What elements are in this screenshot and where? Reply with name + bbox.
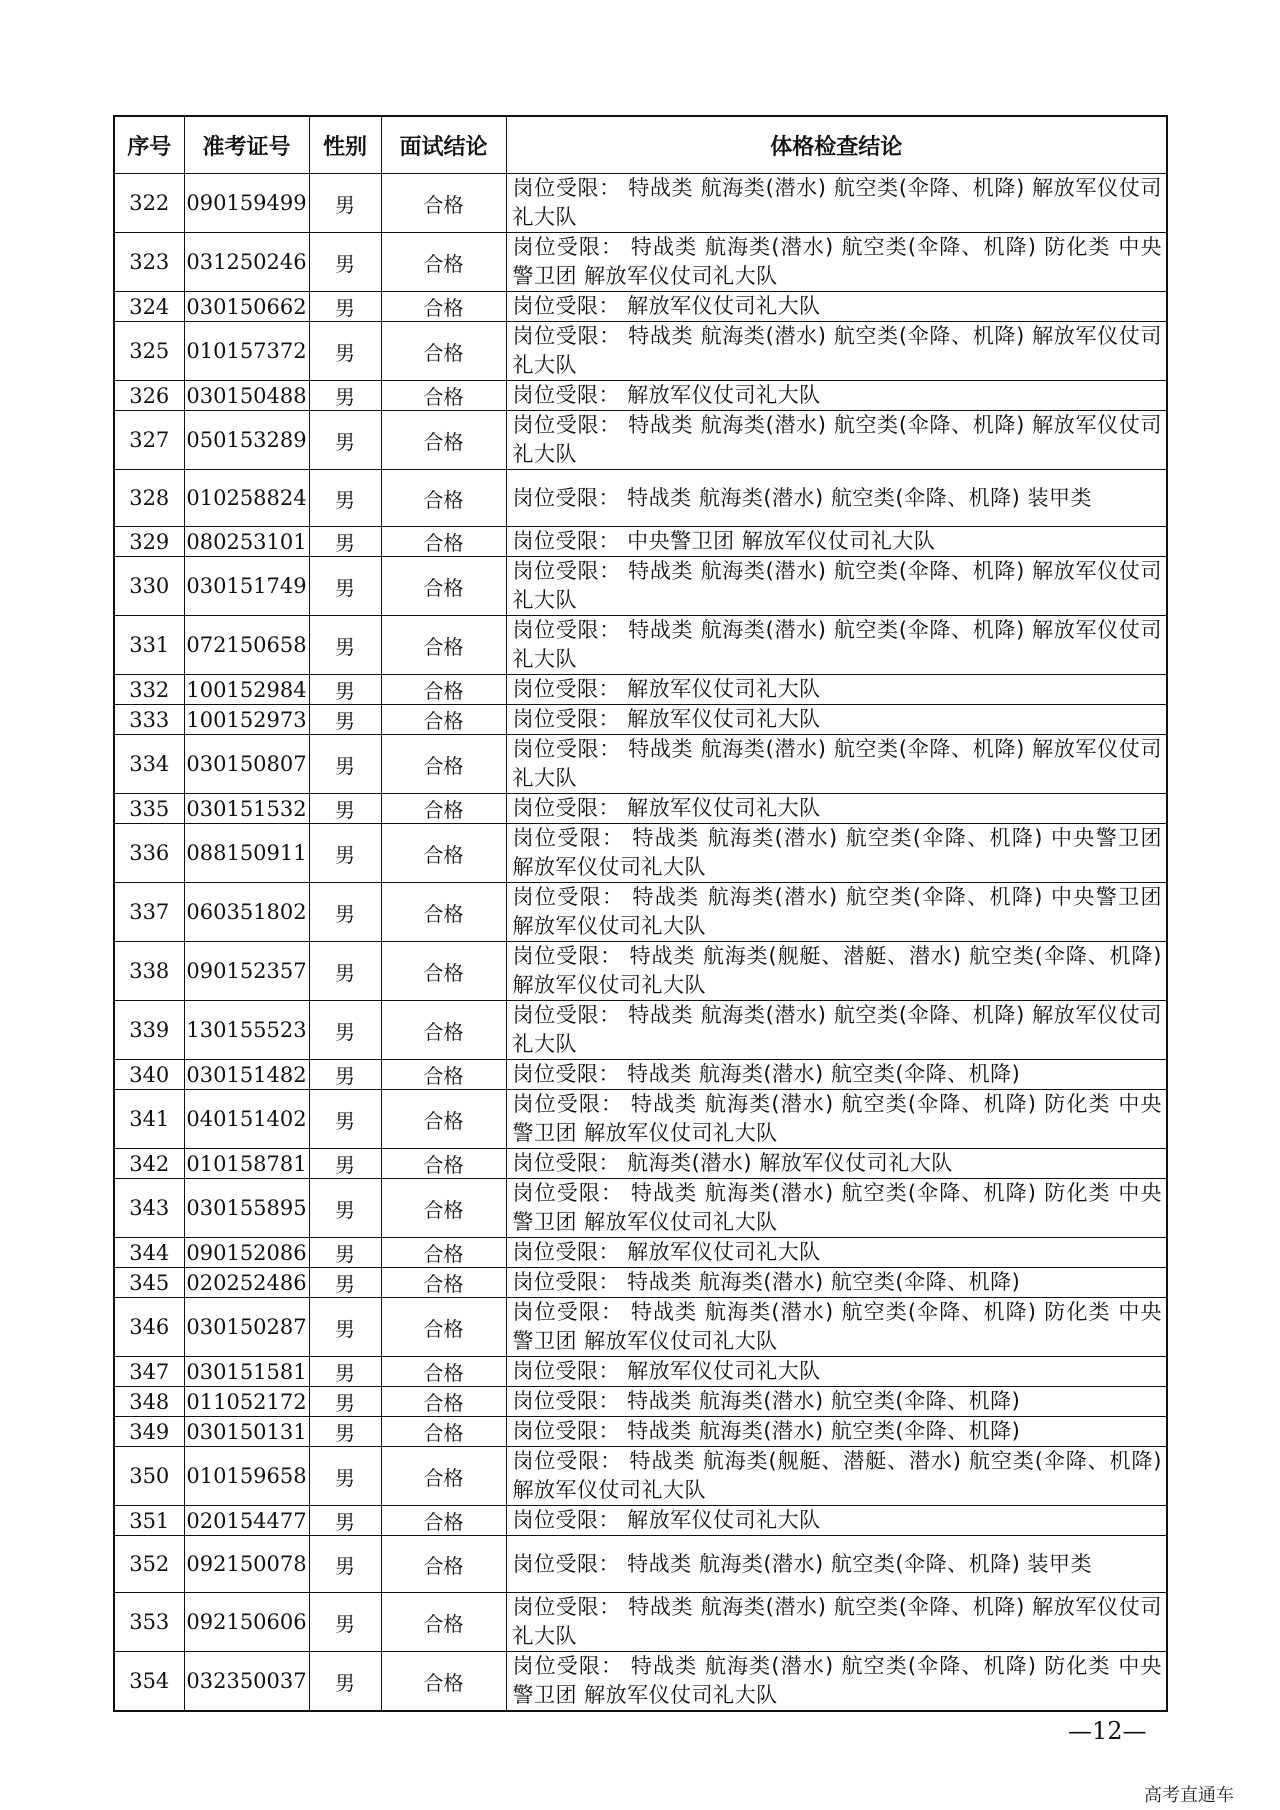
cell-seq: 349 xyxy=(114,1417,184,1447)
cell-interview: 合格 xyxy=(381,824,506,883)
cell-exam-id: 030150287 xyxy=(184,1298,309,1357)
cell-exam-id: 050153289 xyxy=(184,411,309,470)
cell-seq: 329 xyxy=(114,527,184,557)
cell-physical: 岗位受限： 特战类 航海类(潜水) 航空类(伞降、机降) 装甲类 xyxy=(506,470,1167,527)
cell-exam-id: 072150658 xyxy=(184,616,309,675)
cell-seq: 341 xyxy=(114,1090,184,1149)
cell-exam-id: 030151482 xyxy=(184,1060,309,1090)
cell-physical: 岗位受限： 特战类 航海类(潜水) 航空类(伞降、机降) 解放军仪仗司礼大队 xyxy=(506,322,1167,381)
header-exam-id: 准考证号 xyxy=(184,116,309,174)
cell-seq: 331 xyxy=(114,616,184,675)
table-row xyxy=(114,557,1167,616)
cell-physical: 岗位受限： 特战类 航海类(潜水) 航空类(伞降、机降) 防化类 中央警卫团 解放军仪仗司礼大队 xyxy=(506,1652,1167,1712)
cell-interview: 合格 xyxy=(381,322,506,381)
cell-sex: 男 xyxy=(309,1060,381,1090)
header-interview: 面试结论 xyxy=(381,116,506,174)
cell-physical: 岗位受限： 解放军仪仗司礼大队 xyxy=(506,705,1167,735)
table-row xyxy=(114,1357,1167,1387)
table-row xyxy=(114,1417,1167,1447)
header-seq: 序号 xyxy=(114,116,184,174)
cell-interview: 合格 xyxy=(381,470,506,527)
cell-seq: 339 xyxy=(114,1001,184,1060)
table-row xyxy=(114,292,1167,322)
cell-exam-id: 030151532 xyxy=(184,794,309,824)
cell-seq: 342 xyxy=(114,1149,184,1179)
cell-interview: 合格 xyxy=(381,1238,506,1268)
cell-exam-id: 080253101 xyxy=(184,527,309,557)
table-row xyxy=(114,381,1167,411)
cell-sex: 男 xyxy=(309,1387,381,1417)
table-row xyxy=(114,411,1167,470)
table-row xyxy=(114,705,1167,735)
cell-physical: 岗位受限： 特战类 航海类(潜水) 航空类(伞降、机降) 防化类 中央警卫团 解放军仪仗司礼大队 xyxy=(506,1179,1167,1238)
cell-seq: 340 xyxy=(114,1060,184,1090)
cell-physical: 岗位受限： 特战类 航海类(潜水) 航空类(伞降、机降) 解放军仪仗司礼大队 xyxy=(506,616,1167,675)
cell-seq: 353 xyxy=(114,1593,184,1652)
cell-physical: 岗位受限： 特战类 航海类(潜水) 航空类(伞降、机降) xyxy=(506,1268,1167,1298)
cell-exam-id: 032350037 xyxy=(184,1652,309,1712)
cell-interview: 合格 xyxy=(381,942,506,1001)
table-row xyxy=(114,675,1167,705)
table-row xyxy=(114,1652,1167,1712)
table-row xyxy=(114,824,1167,883)
cell-exam-id: 030150488 xyxy=(184,381,309,411)
cell-sex: 男 xyxy=(309,1357,381,1387)
table-row xyxy=(114,1506,1167,1536)
cell-interview: 合格 xyxy=(381,557,506,616)
cell-physical: 岗位受限： 特战类 航海类(潜水) 航空类(伞降、机降) 解放军仪仗司礼大队 xyxy=(506,1593,1167,1652)
cell-interview: 合格 xyxy=(381,1506,506,1536)
cell-interview: 合格 xyxy=(381,411,506,470)
cell-physical: 岗位受限： 特战类 航海类(舰艇、潜艇、潜水) 航空类(伞降、机降) 解放军仪仗司礼大队 xyxy=(506,1447,1167,1506)
cell-sex: 男 xyxy=(309,616,381,675)
cell-interview: 合格 xyxy=(381,1179,506,1238)
header-sex: 性别 xyxy=(309,116,381,174)
cell-physical: 岗位受限： 解放军仪仗司礼大队 xyxy=(506,794,1167,824)
cell-physical: 岗位受限： 特战类 航海类(潜水) 航空类(伞降、机降) 解放军仪仗司礼大队 xyxy=(506,557,1167,616)
cell-exam-id: 010158781 xyxy=(184,1149,309,1179)
cell-exam-id: 011052172 xyxy=(184,1387,309,1417)
cell-physical: 岗位受限： 解放军仪仗司礼大队 xyxy=(506,381,1167,411)
cell-exam-id: 030150807 xyxy=(184,735,309,794)
cell-seq: 351 xyxy=(114,1506,184,1536)
cell-sex: 男 xyxy=(309,1149,381,1179)
cell-exam-id: 090152357 xyxy=(184,942,309,1001)
cell-seq: 347 xyxy=(114,1357,184,1387)
cell-exam-id: 130155523 xyxy=(184,1001,309,1060)
table-header-row xyxy=(114,116,1167,174)
cell-seq: 323 xyxy=(114,233,184,292)
cell-seq: 335 xyxy=(114,794,184,824)
cell-exam-id: 030151749 xyxy=(184,557,309,616)
cell-sex: 男 xyxy=(309,1536,381,1593)
cell-exam-id: 090159499 xyxy=(184,174,309,233)
cell-physical: 岗位受限： 中央警卫团 解放军仪仗司礼大队 xyxy=(506,527,1167,557)
cell-sex: 男 xyxy=(309,1447,381,1506)
cell-sex: 男 xyxy=(309,527,381,557)
cell-sex: 男 xyxy=(309,1001,381,1060)
table-row xyxy=(114,735,1167,794)
cell-sex: 男 xyxy=(309,233,381,292)
cell-interview: 合格 xyxy=(381,735,506,794)
cell-exam-id: 030150662 xyxy=(184,292,309,322)
page-number: —12— xyxy=(1068,1717,1147,1745)
cell-exam-id: 030155895 xyxy=(184,1179,309,1238)
cell-sex: 男 xyxy=(309,1238,381,1268)
cell-sex: 男 xyxy=(309,1652,381,1712)
cell-sex: 男 xyxy=(309,1506,381,1536)
cell-interview: 合格 xyxy=(381,1593,506,1652)
cell-interview: 合格 xyxy=(381,292,506,322)
cell-sex: 男 xyxy=(309,1417,381,1447)
cell-interview: 合格 xyxy=(381,1149,506,1179)
cell-sex: 男 xyxy=(309,470,381,527)
cell-interview: 合格 xyxy=(381,1387,506,1417)
cell-physical: 岗位受限： 特战类 航海类(潜水) 航空类(伞降、机降) xyxy=(506,1060,1167,1090)
table-body xyxy=(114,174,1167,1712)
cell-physical: 岗位受限： 解放军仪仗司礼大队 xyxy=(506,1506,1167,1536)
cell-interview: 合格 xyxy=(381,1090,506,1149)
table-row xyxy=(114,1238,1167,1268)
cell-sex: 男 xyxy=(309,942,381,1001)
cell-exam-id: 020252486 xyxy=(184,1268,309,1298)
cell-exam-id: 020154477 xyxy=(184,1506,309,1536)
cell-seq: 350 xyxy=(114,1447,184,1506)
cell-exam-id: 100152984 xyxy=(184,675,309,705)
table-row xyxy=(114,794,1167,824)
cell-sex: 男 xyxy=(309,1298,381,1357)
cell-interview: 合格 xyxy=(381,527,506,557)
cell-sex: 男 xyxy=(309,794,381,824)
results-table xyxy=(113,115,1168,1712)
cell-interview: 合格 xyxy=(381,1536,506,1593)
table-row xyxy=(114,942,1167,1001)
table-row xyxy=(114,1447,1167,1506)
cell-sex: 男 xyxy=(309,883,381,942)
table-row xyxy=(114,883,1167,942)
table-row xyxy=(114,233,1167,292)
cell-sex: 男 xyxy=(309,735,381,794)
cell-sex: 男 xyxy=(309,824,381,883)
cell-interview: 合格 xyxy=(381,233,506,292)
cell-seq: 328 xyxy=(114,470,184,527)
cell-exam-id: 031250246 xyxy=(184,233,309,292)
cell-exam-id: 010157372 xyxy=(184,322,309,381)
table-row xyxy=(114,1298,1167,1357)
cell-seq: 337 xyxy=(114,883,184,942)
cell-physical: 岗位受限： 航海类(潜水) 解放军仪仗司礼大队 xyxy=(506,1149,1167,1179)
table-row xyxy=(114,470,1167,527)
cell-interview: 合格 xyxy=(381,1298,506,1357)
table-row xyxy=(114,616,1167,675)
table-row xyxy=(114,1149,1167,1179)
cell-interview: 合格 xyxy=(381,174,506,233)
cell-seq: 352 xyxy=(114,1536,184,1593)
cell-physical: 岗位受限： 特战类 航海类(潜水) 航空类(伞降、机降) 防化类 中央警卫团 解放军仪仗司礼大队 xyxy=(506,1298,1167,1357)
cell-exam-id: 092150606 xyxy=(184,1593,309,1652)
cell-exam-id: 010159658 xyxy=(184,1447,309,1506)
cell-sex: 男 xyxy=(309,557,381,616)
cell-physical: 岗位受限： 特战类 航海类(潜水) 航空类(伞降、机降) 中央警卫团 解放军仪仗司礼大队 xyxy=(506,883,1167,942)
cell-exam-id: 030151581 xyxy=(184,1357,309,1387)
cell-physical: 岗位受限： 特战类 航海类(潜水) 航空类(伞降、机降) 解放军仪仗司礼大队 xyxy=(506,735,1167,794)
table-row xyxy=(114,1536,1167,1593)
cell-seq: 354 xyxy=(114,1652,184,1712)
cell-exam-id: 100152973 xyxy=(184,705,309,735)
cell-interview: 合格 xyxy=(381,705,506,735)
cell-interview: 合格 xyxy=(381,1652,506,1712)
cell-interview: 合格 xyxy=(381,381,506,411)
cell-seq: 332 xyxy=(114,675,184,705)
cell-physical: 岗位受限： 特战类 航海类(潜水) 航空类(伞降、机降) 解放军仪仗司礼大队 xyxy=(506,411,1167,470)
cell-physical: 岗位受限： 解放军仪仗司礼大队 xyxy=(506,292,1167,322)
cell-exam-id: 092150078 xyxy=(184,1536,309,1593)
cell-seq: 324 xyxy=(114,292,184,322)
cell-interview: 合格 xyxy=(381,1447,506,1506)
cell-physical: 岗位受限： 特战类 航海类(潜水) 航空类(伞降、机降) 装甲类 xyxy=(506,1536,1167,1593)
cell-sex: 男 xyxy=(309,381,381,411)
cell-interview: 合格 xyxy=(381,1001,506,1060)
table-row xyxy=(114,1090,1167,1149)
cell-exam-id: 090152086 xyxy=(184,1238,309,1268)
cell-seq: 333 xyxy=(114,705,184,735)
cell-exam-id: 088150911 xyxy=(184,824,309,883)
table-row xyxy=(114,1001,1167,1060)
cell-sex: 男 xyxy=(309,1179,381,1238)
cell-seq: 327 xyxy=(114,411,184,470)
cell-seq: 345 xyxy=(114,1268,184,1298)
cell-sex: 男 xyxy=(309,174,381,233)
cell-seq: 343 xyxy=(114,1179,184,1238)
table-row xyxy=(114,1387,1167,1417)
cell-exam-id: 030150131 xyxy=(184,1417,309,1447)
cell-interview: 合格 xyxy=(381,794,506,824)
cell-interview: 合格 xyxy=(381,1268,506,1298)
cell-sex: 男 xyxy=(309,411,381,470)
cell-physical: 岗位受限： 特战类 航海类(潜水) 航空类(伞降、机降) xyxy=(506,1417,1167,1447)
cell-interview: 合格 xyxy=(381,1357,506,1387)
table-row xyxy=(114,1060,1167,1090)
cell-physical: 岗位受限： 特战类 航海类(潜水) 航空类(伞降、机降) 防化类 中央警卫团 解放军仪仗司礼大队 xyxy=(506,233,1167,292)
cell-seq: 325 xyxy=(114,322,184,381)
table-row xyxy=(114,1179,1167,1238)
cell-interview: 合格 xyxy=(381,1060,506,1090)
cell-sex: 男 xyxy=(309,292,381,322)
cell-seq: 326 xyxy=(114,381,184,411)
cell-physical: 岗位受限： 特战类 航海类(潜水) 航空类(伞降、机降) 解放军仪仗司礼大队 xyxy=(506,174,1167,233)
cell-interview: 合格 xyxy=(381,883,506,942)
watermark-text: 高考直通车 xyxy=(1144,1785,1234,1806)
table-row xyxy=(114,1268,1167,1298)
cell-physical: 岗位受限： 特战类 航海类(潜水) 航空类(伞降、机降) xyxy=(506,1387,1167,1417)
cell-seq: 344 xyxy=(114,1238,184,1268)
cell-exam-id: 040151402 xyxy=(184,1090,309,1149)
cell-interview: 合格 xyxy=(381,675,506,705)
cell-sex: 男 xyxy=(309,322,381,381)
table-row xyxy=(114,322,1167,381)
cell-physical: 岗位受限： 特战类 航海类(舰艇、潜艇、潜水) 航空类(伞降、机降) 解放军仪仗司礼大队 xyxy=(506,942,1167,1001)
cell-physical: 岗位受限： 解放军仪仗司礼大队 xyxy=(506,1357,1167,1387)
cell-physical: 岗位受限： 特战类 航海类(潜水) 航空类(伞降、机降) 中央警卫团 解放军仪仗司礼大队 xyxy=(506,824,1167,883)
cell-interview: 合格 xyxy=(381,616,506,675)
cell-exam-id: 010258824 xyxy=(184,470,309,527)
cell-seq: 348 xyxy=(114,1387,184,1417)
cell-physical: 岗位受限： 解放军仪仗司礼大队 xyxy=(506,1238,1167,1268)
cell-seq: 336 xyxy=(114,824,184,883)
cell-physical: 岗位受限： 特战类 航海类(潜水) 航空类(伞降、机降) 解放军仪仗司礼大队 xyxy=(506,1001,1167,1060)
table-row xyxy=(114,527,1167,557)
cell-sex: 男 xyxy=(309,1268,381,1298)
cell-physical: 岗位受限： 解放军仪仗司礼大队 xyxy=(506,675,1167,705)
cell-seq: 322 xyxy=(114,174,184,233)
cell-seq: 330 xyxy=(114,557,184,616)
cell-sex: 男 xyxy=(309,1090,381,1149)
cell-physical: 岗位受限： 特战类 航海类(潜水) 航空类(伞降、机降) 防化类 中央警卫团 解放军仪仗司礼大队 xyxy=(506,1090,1167,1149)
cell-seq: 338 xyxy=(114,942,184,1001)
table-row xyxy=(114,1593,1167,1652)
cell-sex: 男 xyxy=(309,1593,381,1652)
header-physical: 体格检查结论 xyxy=(506,116,1167,174)
cell-sex: 男 xyxy=(309,705,381,735)
cell-seq: 346 xyxy=(114,1298,184,1357)
table-row xyxy=(114,174,1167,233)
cell-interview: 合格 xyxy=(381,1417,506,1447)
cell-seq: 334 xyxy=(114,735,184,794)
cell-sex: 男 xyxy=(309,675,381,705)
cell-exam-id: 060351802 xyxy=(184,883,309,942)
